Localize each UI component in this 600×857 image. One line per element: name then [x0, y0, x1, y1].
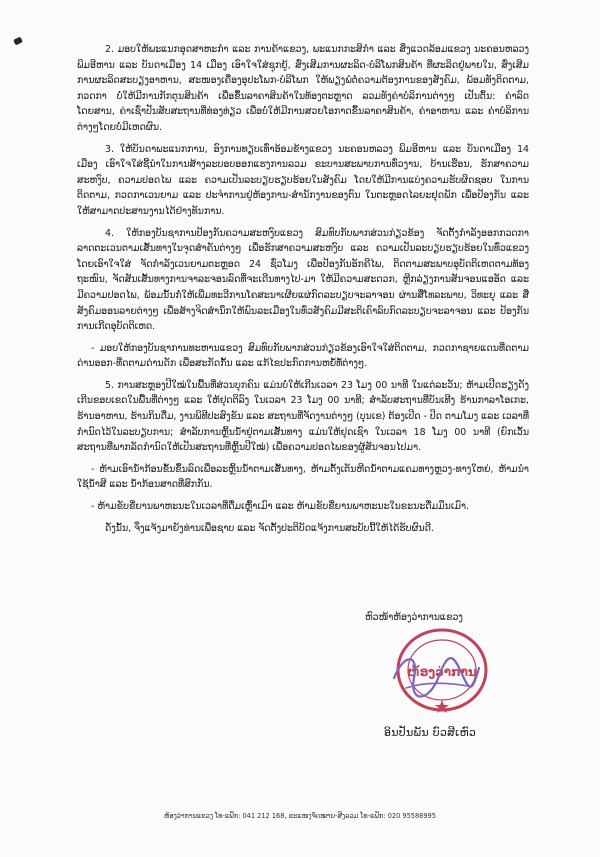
- stamp-text: ຫ້ອງວ່າການ: [407, 665, 477, 679]
- paragraph-4: 4. ໃຫ້ກອງບັນຊາການປ້ອງກັນຄວາມສະຫງົບແຂວງ ສົມທົບກັບພາກສ່ວນກ່ຽວຂ້ອງ ຈັດຕັ້ງກຳລັງອອກກວດກາລາດຕະເວນຕາມເສັ້ນທາງໃນຈຸດສຳຄັນຕ່າງໆ ເພື່ອຮັກສາຄວາມສະຫງົບ ແລະ ຄວາມເປັນລະບຽບຮຽບຮ້ອຍໃນທົ່ວແຂວງ ໂດຍເອົາໃຈໃສ່ ຈັດກຳລັງເວນຍາມຕະຫຼອດ 24 ຊົ່ວໂມງ ເພື່ອປ້ອງກັນອັກຄີໄພ, ຕິດຕາມສະພາບອຸບັດຕິເຫດຕາມທ້ອງຖະໜົນ, ຈັດສັນເສັ້ນທາງການຈາລະຈອນລົດທີ່ຈະເດີນທາງໄປ-ມາ ໃຫ້ມີຄວາມສະດວກ, ຫຼີກລ່ຽງການສັນຈອນແອອັດ ແລະ ມີຄວາມປອດໄພ, ພ້ອມນັ້ນກໍ່ໃຫ້ເພີ່ມທະວີການໂຄສະນາເຜີຍແຜ່ກົດລະບຽບຈະລາຈອນ ຜ່ານສື່ໂທລະພາບ, ວິທະຍຸ ແລະ ສື່ສັງຄົມອອນລາຍຕ່າງໆ ເພື່ອສ້າງຈິດສຳນຶກໃຫ້ພົນລະເມືອງໃນທົ່ວສັງຄົມມີສະຕິເຄົາລົບກົດລະບຽບຈະລາຈອນ ແລະ ປ້ອງກັນການເກີດອຸບັດຕິເຫດ.: [77, 227, 529, 333]
- paragraph-3: 3. ໃຫ້ບັນດາພະແນກການ, ອົງການທຽບເທົ່າອ້ອມຂ້າງແຂວງ ນະຄອນຫລວງ ພິມອີຫານ ແລະ ບັນດາເມືອງ 14 ເມືອງ ເອົາໃຈໃສ່ຊີ້ນຳໃນການສ້າງລະບອບອອກແຮງການລວມ ຂະບານສະພາບການທົ່ວງານ, ບ້ານເຮືອນ, ຮັກສາຄວາມສະຫງົບ, ຄວາມປອດໄພ ແລະ ຄວາມເປັນລະບຽບຮຽບຮ້ອຍໃນສັງຄົມ ໂດຍໃຫ້ມີການແບ່ງຄວາມຮັບຜິດຊອບ ໃນການຕິດຕາມ, ກວດກາເວນຍາມ ແລະ ປະຈຳການຢູ່ຫ້ອງການ-ສຳນັກງານຂອງຕົນ ໃນຕະຫຼອດໄລຍະຢຸດພັກ ເພື່ອປ້ອງກັນ ແລະ ໃຫ້ສາມາດປະສານງານໄດ້ຢ່າງທັນການ.: [77, 143, 529, 217]
- ink-mark: [13, 37, 23, 46]
- paragraph-5: 5. ການສະຫຼອງປີໃໝ່ໃນພື້ນທີ່ສ່ວນບຸກຄົນ ແມ່ນບໍ່ໃຫ້ເກີນເວລາ 23 ໂມງ 00 ນາທີ ໃນແຕ່ລະວັນ; ຫ້າມເປີດຮຽງດັງເກີນຂອບເຂດໃນພື້ນທີ່ຕ່າງໆ ແລະ ໃຫ້ຢຸດຕິລົງ ໃນເວລາ 23 ໂມງ 00 ນາທີ; ສຳລັບສະຖານທີ່ບັນເທີງ ຮ້ານກາລາໂອເກະ, ຮ້ານອາຫານ, ຮ້ານກິນດື່ມ, ງານພິທີປະສົງຂັນ ແລະ ສະຖານທີ່ຈັດງານຕ່າງໆ (ບຸນເຂ) ຕ້ອງເປີດ - ປິດ ຕາມໂມງ ແລະ ເວລາທີ່ກຳນົດໄວ້ໃນລະບຽບການ; ສຳລັບການຫຼິ້ນນ້ຳຢູ່ຕາມເສັ້ນທາງ ແມ່ນໃຫ້ຢຸດເຊົາ ໃນເວລາ 18 ໂມງ 00 ນາທີ (ຍົກເວັ້ນ ສະຖານທີ່ພາກລັດກຳນົດໃຫ້ເປັນສະຖານທີ່ຫຼິ້ນປີໃໝ່) ເພື່ອຄວາມປອດໄພຂອງຜູ້ສັນຈອນໄປມາ.: [77, 379, 529, 454]
- closing-sentence: ດັ່ງນັ້ນ, ຈຶ່ງແຈ້ງມາຍັງທ່ານເພື່ອຊາບ ແລະ ຈັດຕັ້ງປະຕິບັດແຈ້ງການສະບັບນີ້ໃຫ້ໄດ້ຮັບຜົນດີ.: [105, 522, 434, 534]
- page-footer: ຫ້ອງວ່າການແຂວງ ໂທ-ແຟັກ: 041 212 168, ຂະແໜງຈົດໝາຍ-ສີງລວມ ໂທ-ແຟັກ: 020 95588995: [164, 812, 436, 820]
- bullet-military: - ມອບໃຫ້ກອງບັນຊາການທະຫານແຂວງ ສົມທົບກັບພາກສ່ວນກ່ຽວຂ້ອງເອົາໃຈໃສ່ຕິດຕາມ, ກວດກາຊາຍແດນທີ່ດຕາມດ່ານອອກ-ທີ່ດຕາມດ່ານດັກ ເພື່ອສະກັດກັ້ນ ແລະ ແກ້ໄຂປະກົດການຫຍໍ້ທໍ້ຕ່າງໆ.: [77, 342, 529, 370]
- handwritten-signature: [384, 648, 484, 706]
- bullet-ice-water: - ຫ້າມເອົານ້ຳກ້ອນຂັ້ນຂຶ້ນລົດເພື່ອລະຫຼິ້ນນ້ຳຕາມເສັ້ນທາງ, ຫ້າມຕັ້ງເຕັນຫີດນ້ຳຕາມແຄມທາງຫຼວງ-ທາງໃຫຍ່, ຫ້າມນຳໃຊ້ນ້ຳສີ ແລະ ນ້ຳກ້ອນສາດທີ່ສົກກັນ.: [77, 463, 529, 491]
- signatory-name: ອິ​ນປັນພັນ ບົວສີເຫົວ: [384, 726, 477, 739]
- signatory-title: ຫົວໜ້າຫ້ອງວ່າການແຂວງ: [365, 612, 463, 623]
- bullet-drunk-driving: - ຫ້າມຂັບຂີ່ຍານພາຫະນະໃນເວລາທີ່ດື່ມເຫຼົ້າເມົາ ແລະ ຫ້າມຂັບຂີ່ຍານພາຫະນະໃນຂະນະດື່ມມຶນເມົາ.: [91, 501, 469, 513]
- body-text: [77, 42, 529, 536]
- paragraph-2: 2. ມອບໃຫ້ພະແນກອຸດສາຫະກຳ ແລະ ການຄ້າແຂວງ, ພະແນກກະສິກຳ ແລະ ສິ່ງແວດລ້ອມແຂວງ ນະຄອນຫລວງ ພິມອີຫານ ແລະ ບັນດາເມືອງ 14 ເມືອງ ເອົາໃຈໃສ່ຊຸກຍູ້, ສົ່ງເສີມການຜະລິດ-ບໍລິໂພກສິນຄ້າ ທີ່ຜະລິດຢູ່ພາຍໃນ, ສົ່ງເສີມການຜະລິດສະບຽງອາຫານ, ສະໜອງເຄື່ອງອຸປະໂພກ-ບໍລິໂພກ ໃຫ້ພຽງພໍຕໍ່ຄວາມຕ້ອງການຂອງສັງຄົມ, ພ້ອມທັງຕິດຕາມ, ກວດກາ ບໍ່ໃຫ້ມີການກັກຕຸນສິນຄ້າ ເພື່ອຂຶ້ນລາຄາສິນຄ້າໃນທ້ອງຕະຫຼາດ ລວມທັງຄ່າບໍລິການຕ່າງໆ ເປັນຕົ້ນ: ຄ່າລົດໂດຍສານ, ຄ່າເຊົ່າປັນສັບສະຖານທີ່ທ່ອງທ່ຽວ ເພື່ອບໍ່ໃຫ້ມີການສວຍໂອກາດຂຶ້ນລາຄາສິນຄ້າ, ຄ່າອາຫານ ແລະ ຄ່າບໍລິການຕ່າງໆໂດຍບໍ່ມີເຫດຜົນ.: [77, 44, 529, 133]
